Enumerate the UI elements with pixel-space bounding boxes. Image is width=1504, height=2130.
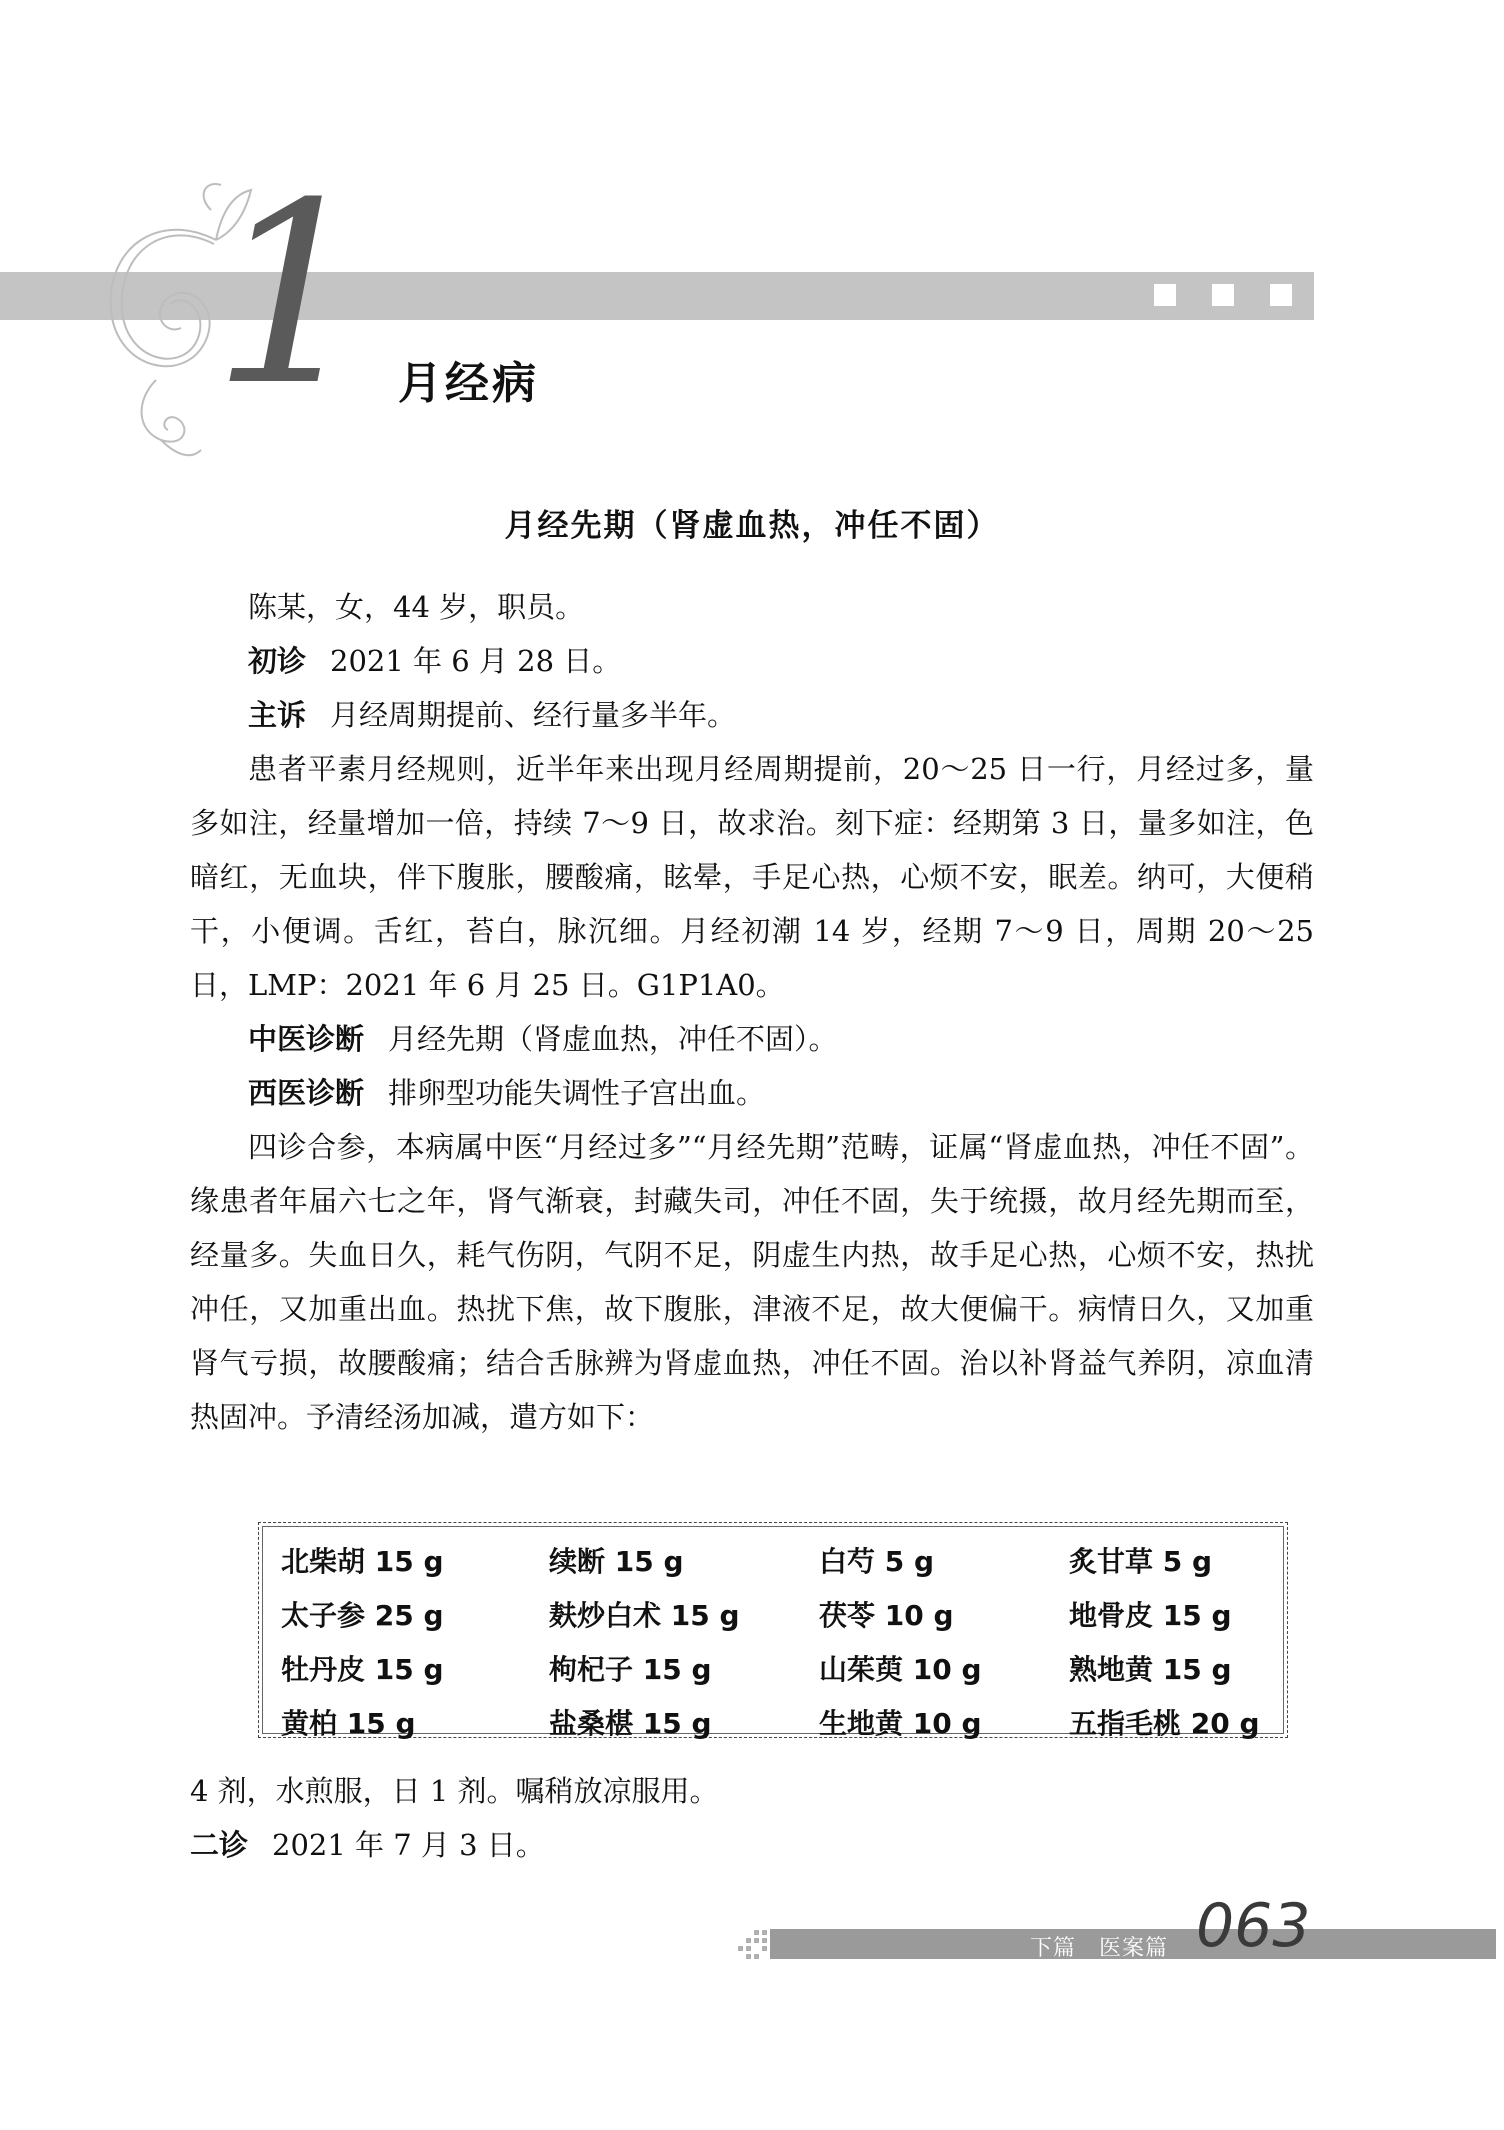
page-number: 063 xyxy=(1196,1891,1311,1961)
case-body xyxy=(190,580,1314,1444)
herb-item: 太子参 25 g xyxy=(281,1599,444,1632)
prescription-grid xyxy=(281,1535,1289,1751)
wm-diagnosis-text: 排卵型功能失调性子宫出血。 xyxy=(388,1076,766,1110)
herb-item: 续断 15 g xyxy=(549,1545,684,1578)
wm-diagnosis-line xyxy=(190,1066,1314,1120)
chapter-number: 1 xyxy=(212,149,364,440)
analysis-paragraph: 四诊合参，本病属中医“月经过多”“月经先期”范畴，证属“肾虚血热，冲任不固”。缘患者年届六七之年，肾气渐衰，封藏失司，冲任不固，失于统摄，故月经先期而至，经量多。失血日久，耗气伤阴，气阴不足，阴虚生内热，故手足心热，心烦不安，热扰冲任，又加重出血。热扰下焦，故下腹胀，津液不足，故大便偏干。病情日久，又加重肾气亏损，故腰酸痛；结合舌脉辨为肾虚血热，冲任不固。治以补肾益气养阴，凉血清热固冲。予清经汤加减，遣方如下： xyxy=(190,1130,1314,1434)
wm-diagnosis-label: 西医诊断 xyxy=(248,1076,365,1110)
after-prescription xyxy=(190,1764,1314,1872)
first-visit-date: 2021 年 6 月 28 日。 xyxy=(330,644,622,678)
herb-item: 熟地黄 15 g xyxy=(1069,1653,1232,1686)
complaint-label: 主诉 xyxy=(248,698,307,732)
first-visit-line xyxy=(190,634,1314,688)
herb-item: 山茱萸 10 g xyxy=(819,1653,982,1686)
complaint-text: 月经周期提前、经行量多半年。 xyxy=(330,698,737,732)
herb-item: 五指毛桃 20 g xyxy=(1069,1707,1260,1740)
footer-dots-icon xyxy=(738,1928,774,1962)
herb-item: 白芍 5 g xyxy=(819,1545,935,1578)
second-visit-date: 2021 年 7 月 3 日。 xyxy=(272,1828,545,1862)
tcm-diagnosis-text: 月经先期（肾虚血热，冲任不固）。 xyxy=(388,1022,838,1056)
tcm-diagnosis-label: 中医诊断 xyxy=(248,1022,365,1056)
prescription-box xyxy=(258,1522,1288,1738)
footer-section-label: 下篇 医案篇 xyxy=(1030,1936,1169,1961)
second-visit-label: 二诊 xyxy=(190,1828,249,1862)
history-paragraph: 患者平素月经规则，近半年来出现月经周期提前，20～25 日一行，月经过多，量多如注，经量增加一倍，持续 7～9 日，故求治。刻下症：经期第 3 日，量多如注，色暗红，无血块，伴下腹胀，腰酸痛，眩晕，手足心热，心烦不安，眠差。纳可，大便稍干，小便调。舌红，苔白，脉沉细。月经初潮 14 岁，经期 7～9 日，周期 20～25 日，LMP：2021 年 6 月 25 日。G1P1A0。 xyxy=(190,752,1314,1002)
section-title: 月经先期（肾虚血热，冲任不固） xyxy=(504,508,1000,544)
tcm-diagnosis-line xyxy=(190,1012,1314,1066)
dosage-instructions: 4 剂，水煎服，日 1 剂。嘱稍放凉服用。 xyxy=(190,1774,719,1808)
herb-item: 地骨皮 15 g xyxy=(1069,1599,1232,1632)
herb-item: 麸炒白术 15 g xyxy=(549,1599,740,1632)
herb-item: 盐桑椹 15 g xyxy=(549,1707,712,1740)
herb-item: 北柴胡 15 g xyxy=(281,1545,444,1578)
first-visit-label: 初诊 xyxy=(248,644,307,678)
complaint-line xyxy=(190,688,1314,742)
second-visit-line xyxy=(190,1818,1314,1872)
herb-item: 枸杞子 15 g xyxy=(549,1653,712,1686)
chapter-title: 月经病 xyxy=(398,358,539,409)
band-squares-decoration xyxy=(1154,284,1292,306)
herb-item: 黄柏 15 g xyxy=(281,1707,416,1740)
herb-item: 生地黄 10 g xyxy=(819,1707,982,1740)
herb-item: 茯苓 10 g xyxy=(819,1599,954,1632)
herb-item: 牡丹皮 15 g xyxy=(281,1653,444,1686)
herb-item: 炙甘草 5 g xyxy=(1069,1545,1213,1578)
patient-info: 陈某，女，44 岁，职员。 xyxy=(248,590,585,624)
